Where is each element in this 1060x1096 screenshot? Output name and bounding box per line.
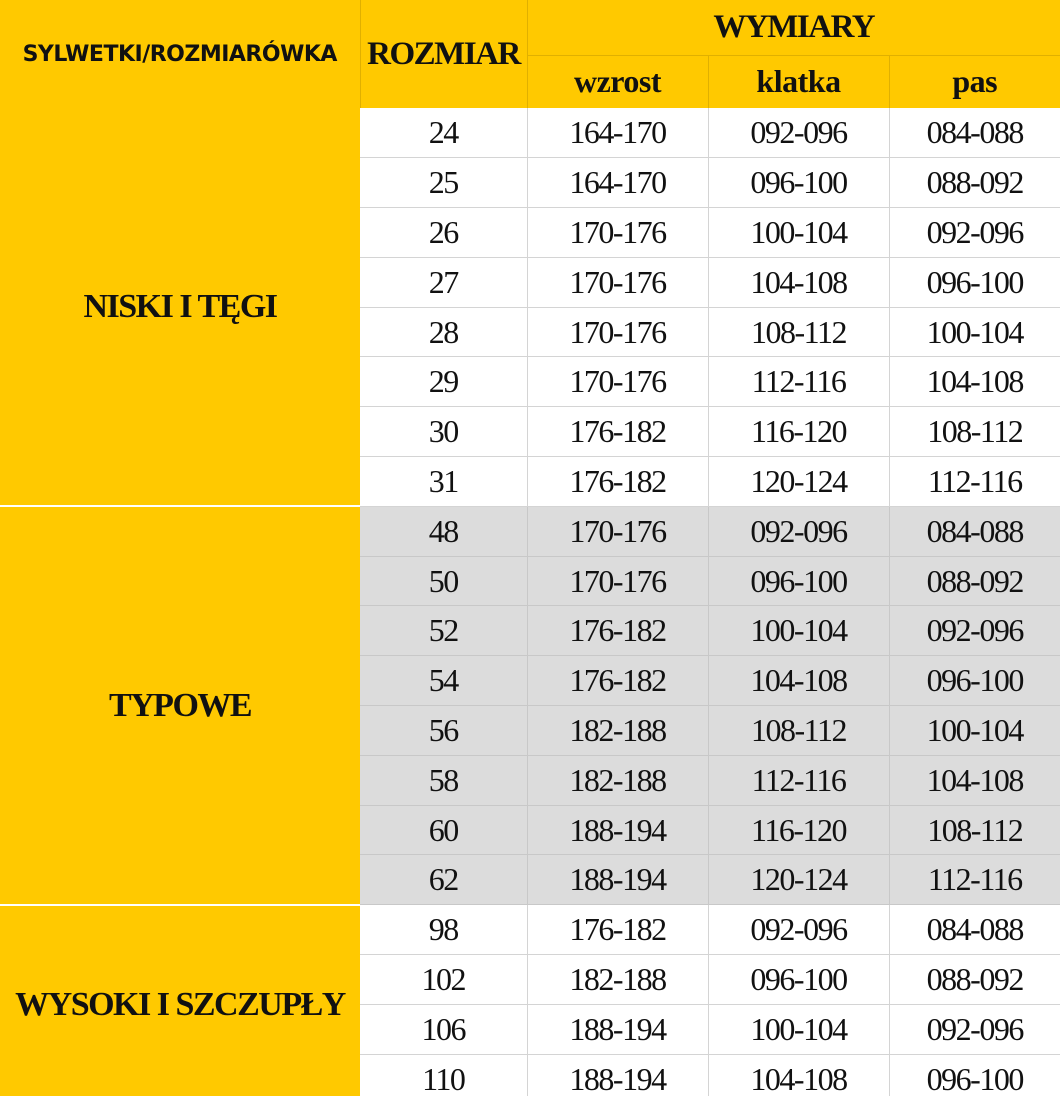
table-row [0, 905, 1060, 955]
table-body [0, 108, 1060, 1096]
height-cell: 164-170 [527, 158, 708, 208]
size-cell: 106 [360, 1004, 527, 1054]
column-header-chest: klatka [708, 55, 889, 108]
waist-cell: 112-116 [889, 457, 1060, 507]
chest-cell: 104-108 [708, 656, 889, 706]
size-header: ROZMIAR [360, 0, 527, 108]
height-cell: 170-176 [527, 556, 708, 606]
waist-cell: 104-108 [889, 357, 1060, 407]
waist-cell: 096-100 [889, 656, 1060, 706]
chest-cell: 112-116 [708, 755, 889, 805]
waist-cell: 100-104 [889, 706, 1060, 756]
size-cell: 50 [360, 556, 527, 606]
height-cell: 176-182 [527, 407, 708, 457]
waist-cell: 084-088 [889, 108, 1060, 158]
column-header-height: wzrost [527, 55, 708, 108]
waist-cell: 088-092 [889, 955, 1060, 1005]
chest-cell: 120-124 [708, 855, 889, 905]
chest-cell: 092-096 [708, 108, 889, 158]
waist-cell: 096-100 [889, 257, 1060, 307]
chest-cell: 092-096 [708, 506, 889, 556]
chest-cell: 112-116 [708, 357, 889, 407]
height-cell: 182-188 [527, 755, 708, 805]
chest-cell: 108-112 [708, 307, 889, 357]
silhouette-header: SYLWETKI/ROZMIARÓWKA [0, 0, 360, 108]
waist-cell: 104-108 [889, 755, 1060, 805]
size-cell: 28 [360, 307, 527, 357]
size-cell: 27 [360, 257, 527, 307]
silhouette-group-label: NISKI I TĘGI [0, 108, 360, 506]
waist-cell: 108-112 [889, 407, 1060, 457]
size-cell: 48 [360, 506, 527, 556]
chest-cell: 120-124 [708, 457, 889, 507]
chest-cell: 100-104 [708, 208, 889, 258]
height-cell: 188-194 [527, 855, 708, 905]
silhouette-group-label: TYPOWE [0, 506, 360, 904]
chest-cell: 100-104 [708, 606, 889, 656]
height-cell: 176-182 [527, 606, 708, 656]
size-cell: 62 [360, 855, 527, 905]
waist-cell: 112-116 [889, 855, 1060, 905]
table-row [0, 506, 1060, 556]
waist-cell: 084-088 [889, 506, 1060, 556]
waist-cell: 100-104 [889, 307, 1060, 357]
waist-cell: 092-096 [889, 1004, 1060, 1054]
size-cell: 31 [360, 457, 527, 507]
height-cell: 170-176 [527, 208, 708, 258]
chest-cell: 096-100 [708, 556, 889, 606]
size-cell: 29 [360, 357, 527, 407]
waist-cell: 084-088 [889, 905, 1060, 955]
chest-cell: 092-096 [708, 905, 889, 955]
chest-cell: 108-112 [708, 706, 889, 756]
column-header-waist: pas [889, 55, 1060, 108]
height-cell: 164-170 [527, 108, 708, 158]
height-cell: 170-176 [527, 307, 708, 357]
chest-cell: 104-108 [708, 1054, 889, 1096]
chest-cell: 116-120 [708, 805, 889, 855]
size-cell: 98 [360, 905, 527, 955]
table-row [0, 108, 1060, 158]
size-cell: 26 [360, 208, 527, 258]
size-cell: 56 [360, 706, 527, 756]
size-cell: 102 [360, 955, 527, 1005]
size-cell: 54 [360, 656, 527, 706]
height-cell: 188-194 [527, 1054, 708, 1096]
height-cell: 188-194 [527, 805, 708, 855]
waist-cell: 096-100 [889, 1054, 1060, 1096]
chest-cell: 096-100 [708, 955, 889, 1005]
chest-cell: 100-104 [708, 1004, 889, 1054]
dimensions-header: WYMIARY [527, 0, 1060, 55]
size-cell: 30 [360, 407, 527, 457]
size-cell: 24 [360, 108, 527, 158]
chest-cell: 096-100 [708, 158, 889, 208]
waist-cell: 108-112 [889, 805, 1060, 855]
chest-cell: 104-108 [708, 257, 889, 307]
silhouette-group-label: WYSOKI I SZCZUPŁY [0, 905, 360, 1096]
size-cell: 58 [360, 755, 527, 805]
height-cell: 176-182 [527, 656, 708, 706]
height-cell: 170-176 [527, 257, 708, 307]
size-cell: 52 [360, 606, 527, 656]
height-cell: 170-176 [527, 506, 708, 556]
waist-cell: 088-092 [889, 556, 1060, 606]
height-cell: 170-176 [527, 357, 708, 407]
size-cell: 25 [360, 158, 527, 208]
height-cell: 188-194 [527, 1004, 708, 1054]
height-cell: 182-188 [527, 706, 708, 756]
height-cell: 182-188 [527, 955, 708, 1005]
chest-cell: 116-120 [708, 407, 889, 457]
waist-cell: 088-092 [889, 158, 1060, 208]
height-cell: 176-182 [527, 457, 708, 507]
size-cell: 110 [360, 1054, 527, 1096]
waist-cell: 092-096 [889, 208, 1060, 258]
size-cell: 60 [360, 805, 527, 855]
waist-cell: 092-096 [889, 606, 1060, 656]
height-cell: 176-182 [527, 905, 708, 955]
table-header [0, 0, 1060, 108]
